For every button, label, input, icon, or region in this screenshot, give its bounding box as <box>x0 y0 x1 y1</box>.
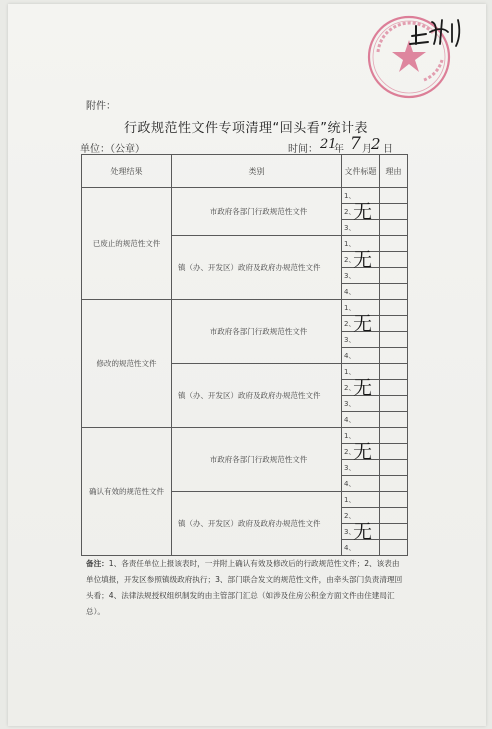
handwritten-none-mark: 无 <box>353 441 373 463</box>
file-title-cell: 1、 <box>342 236 380 252</box>
time-label: 时间： <box>288 144 318 155</box>
handwritten-year: 21 <box>320 137 337 152</box>
file-title-cell: 2、 无 <box>342 204 380 220</box>
reason-cell <box>380 236 408 252</box>
reason-cell <box>380 460 408 476</box>
reason-cell <box>380 300 408 316</box>
reason-cell <box>380 252 408 268</box>
statistics-table <box>81 154 408 556</box>
file-title-cell: 3、 <box>342 268 380 284</box>
file-title-cell: 2、 无 <box>342 316 380 332</box>
remarks-note <box>86 556 406 620</box>
result-cell-modified: 修改的规范性文件 <box>82 300 172 428</box>
month-unit: 月 <box>362 144 372 155</box>
header-file-title: 文件标题 <box>342 155 380 188</box>
handwritten-none-mark: 无 <box>353 313 373 335</box>
file-title-cell: 4、 <box>342 348 380 364</box>
file-title-cell: 3、 无 <box>342 524 380 540</box>
file-title-cell: 4、 <box>342 412 380 428</box>
file-title-cell: 1、 <box>342 188 380 204</box>
reason-cell <box>380 332 408 348</box>
attachment-label: 附件： <box>86 101 116 112</box>
reason-cell <box>380 428 408 444</box>
unit-label: 单位：（公章） <box>80 144 145 155</box>
reason-cell <box>380 220 408 236</box>
file-title-cell: 3、 <box>342 332 380 348</box>
page-title: 行政规范性文件专项清理“回头看”统计表 <box>124 121 368 136</box>
handwritten-none-mark: 无 <box>353 521 373 543</box>
category-cell: 市政府各部门行政规范性文件 <box>172 428 342 492</box>
file-title-cell: 1、 <box>342 492 380 508</box>
reason-cell <box>380 476 408 492</box>
file-title-cell: 3、 <box>342 396 380 412</box>
category-cell: 镇（办、开发区）政府及政府办规范性文件 <box>172 236 342 300</box>
category-cell: 镇（办、开发区）政府及政府办规范性文件 <box>172 364 342 428</box>
handwritten-none-mark: 无 <box>353 377 373 399</box>
handwritten-month: 7 <box>350 134 361 154</box>
header-result: 处理结果 <box>82 155 172 188</box>
reason-cell <box>380 412 408 428</box>
reason-cell <box>380 316 408 332</box>
reason-cell <box>380 188 408 204</box>
reason-cell <box>380 508 408 524</box>
category-cell: 市政府各部门行政规范性文件 <box>172 300 342 364</box>
reason-cell <box>380 284 408 300</box>
file-title-cell: 4、 <box>342 284 380 300</box>
reason-cell <box>380 348 408 364</box>
day-unit: 日 <box>383 144 393 155</box>
reason-cell <box>380 268 408 284</box>
file-title-cell: 1、 <box>342 428 380 444</box>
file-title-cell: 1、 <box>342 300 380 316</box>
file-title-cell: 4、 <box>342 476 380 492</box>
reason-cell <box>380 540 408 556</box>
reason-cell <box>380 204 408 220</box>
remarks-label: 备注： <box>86 559 109 568</box>
file-title-cell: 2、 无 <box>342 444 380 460</box>
handwritten-none-mark: 无 <box>353 201 373 223</box>
category-cell: 市政府各部门行政规范性文件 <box>172 188 342 236</box>
result-cell-repealed: 已废止的规范性文件 <box>82 188 172 300</box>
file-title-cell: 2、 无 <box>342 252 380 268</box>
file-title-cell: 2、 无 <box>342 380 380 396</box>
reason-cell <box>380 492 408 508</box>
handwritten-day: 2 <box>371 135 381 153</box>
file-title-cell: 3、 <box>342 220 380 236</box>
reason-cell <box>380 380 408 396</box>
file-title-cell: 4、 <box>342 540 380 556</box>
reason-cell <box>380 396 408 412</box>
header-reason: 理由 <box>380 155 408 188</box>
file-title-cell: 2、 <box>342 508 380 524</box>
year-unit: 年 <box>334 144 344 155</box>
handwritten-signature <box>408 14 468 50</box>
file-title-cell: 3、 <box>342 460 380 476</box>
file-title-cell: 1、 <box>342 364 380 380</box>
reason-cell <box>380 444 408 460</box>
result-cell-valid: 确认有效的规范性文件 <box>82 428 172 556</box>
reason-cell <box>380 524 408 540</box>
handwritten-none-mark: 无 <box>353 249 373 271</box>
reason-cell <box>380 364 408 380</box>
header-category: 类别 <box>172 155 342 188</box>
category-cell: 镇（办、开发区）政府及政府办规范性文件 <box>172 492 342 556</box>
remarks-text: 1、各责任单位上报该表时，一并附上确认有效及修改后的行政规范性文件；2、该表由单位填报，开发区参照镇级政府执行；3、部门联合发文的规范性文件，由牵头部门负责清理回头看；4、法律法规授权组织制发的由主管部门汇总（如涉及住房公积金方面文件由住建局汇总）。 <box>86 559 403 616</box>
